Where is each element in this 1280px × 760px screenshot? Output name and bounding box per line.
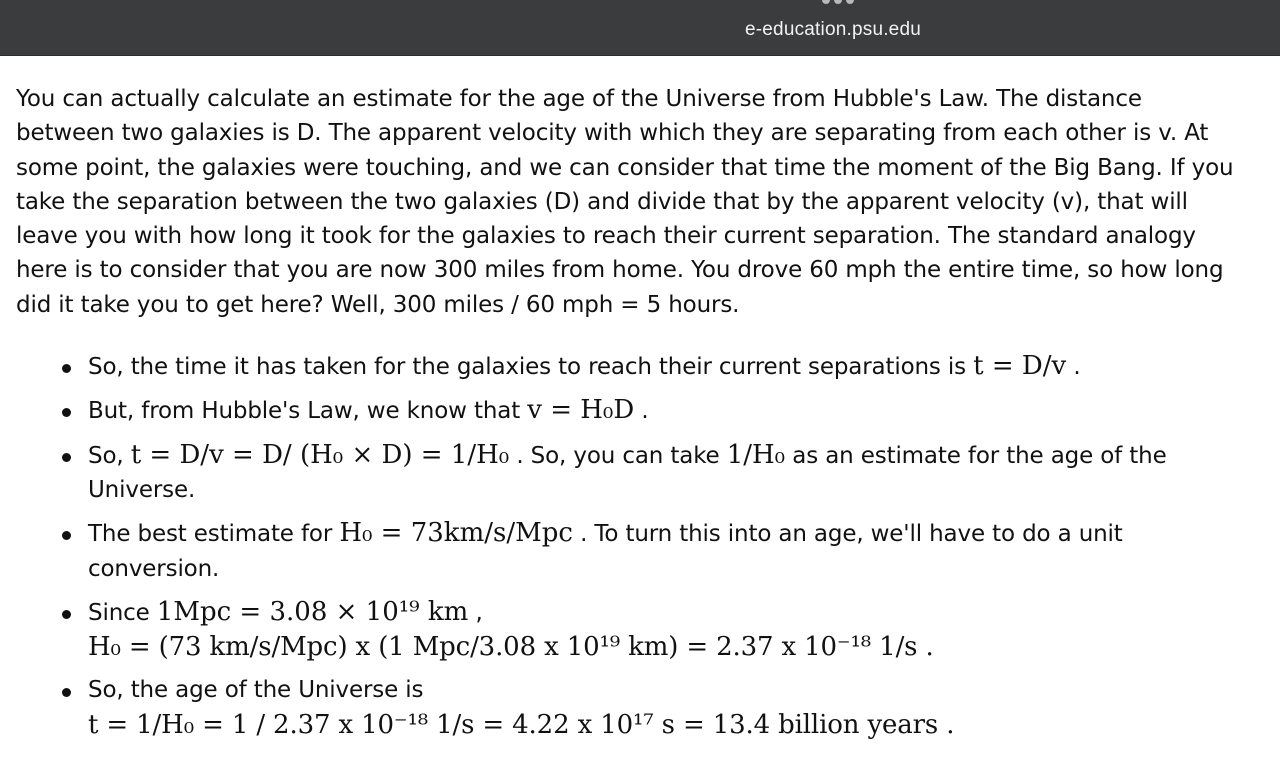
math-expression: t = D/v = D/ (H₀ × D) = 1/H₀ (130, 439, 510, 470)
math-expression: H₀ = (73 km/s/Mpc) x (1 Mpc/3.08 x 10¹⁹ km) = 2.37 x 10⁻¹⁸ 1/s (88, 632, 918, 663)
list-item (88, 393, 1246, 428)
math-expression: 1Mpc = 3.08 × 10¹⁹ km (156, 596, 469, 627)
list-item (88, 438, 1246, 508)
list-item (88, 595, 1246, 665)
math-expression: v = H₀D (527, 395, 635, 426)
bullet-text: . To turn this into an age, we'll have to do a unit conversion. (88, 521, 1123, 582)
list-item (88, 516, 1246, 586)
address-bar-url[interactable]: e-education.psu.edu (745, 19, 921, 40)
bullet-text: So, the time it has taken for the galaxies to reach their current separations is (88, 354, 974, 381)
list-item (88, 673, 1246, 742)
bullet-text: The best estimate for (88, 521, 340, 548)
bullet-text: , (468, 599, 483, 626)
math-equation-line (88, 630, 1246, 664)
article-content (16, 82, 1246, 742)
browser-top-bar (0, 0, 1280, 56)
list-item (88, 349, 1246, 384)
bullet-text: . (917, 632, 934, 663)
bullet-text: Since (88, 599, 157, 626)
bullet-list (16, 349, 1246, 742)
bullet-text: . So, you can take (509, 442, 727, 469)
intro-paragraph: You can actually calculate an estimate for the age of the Universe from Hubble's Law. The distance between two galaxies is D. The apparent velocity with which they are separating from each other is v. At some point, the galaxies were touching, and we can consider that time the moment of the Big Bang. If you take the separation between the two galaxies (D) and divide that by the apparent velocity (v), that will leave you with how long it took for the galaxies to reach their current separation. The standard analogy here is to consider that you are now 300 miles from home. You drove 60 mph the entire time, so how long did it take you to get here? Well, 300 miles / 60 mph = 5 hours. (16, 86, 1234, 318)
math-expression: t = 1/H₀ = 1 / 2.37 x 10⁻¹⁸ 1/s = 4.22 x 10¹⁷ s = 13.4 billion years (88, 709, 939, 740)
math-expression: H₀ = 73km/s/Mpc (339, 518, 573, 549)
bullet-text: as an estimate for the age of the Universe. (88, 442, 1167, 503)
bullet-text: . (1066, 354, 1081, 381)
bullet-text: . (938, 709, 955, 740)
bullet-text: But, from Hubble's Law, we know that (88, 398, 528, 425)
math-equation-line (88, 708, 1246, 742)
math-expression: 1/H₀ (726, 439, 786, 470)
more-dots-icon[interactable] (822, 0, 854, 4)
bullet-text: . (634, 398, 649, 425)
bullet-text: So, the age of the Universe is (88, 677, 424, 704)
math-expression: t = D/v (973, 351, 1067, 382)
bullet-text: So, (88, 442, 131, 469)
